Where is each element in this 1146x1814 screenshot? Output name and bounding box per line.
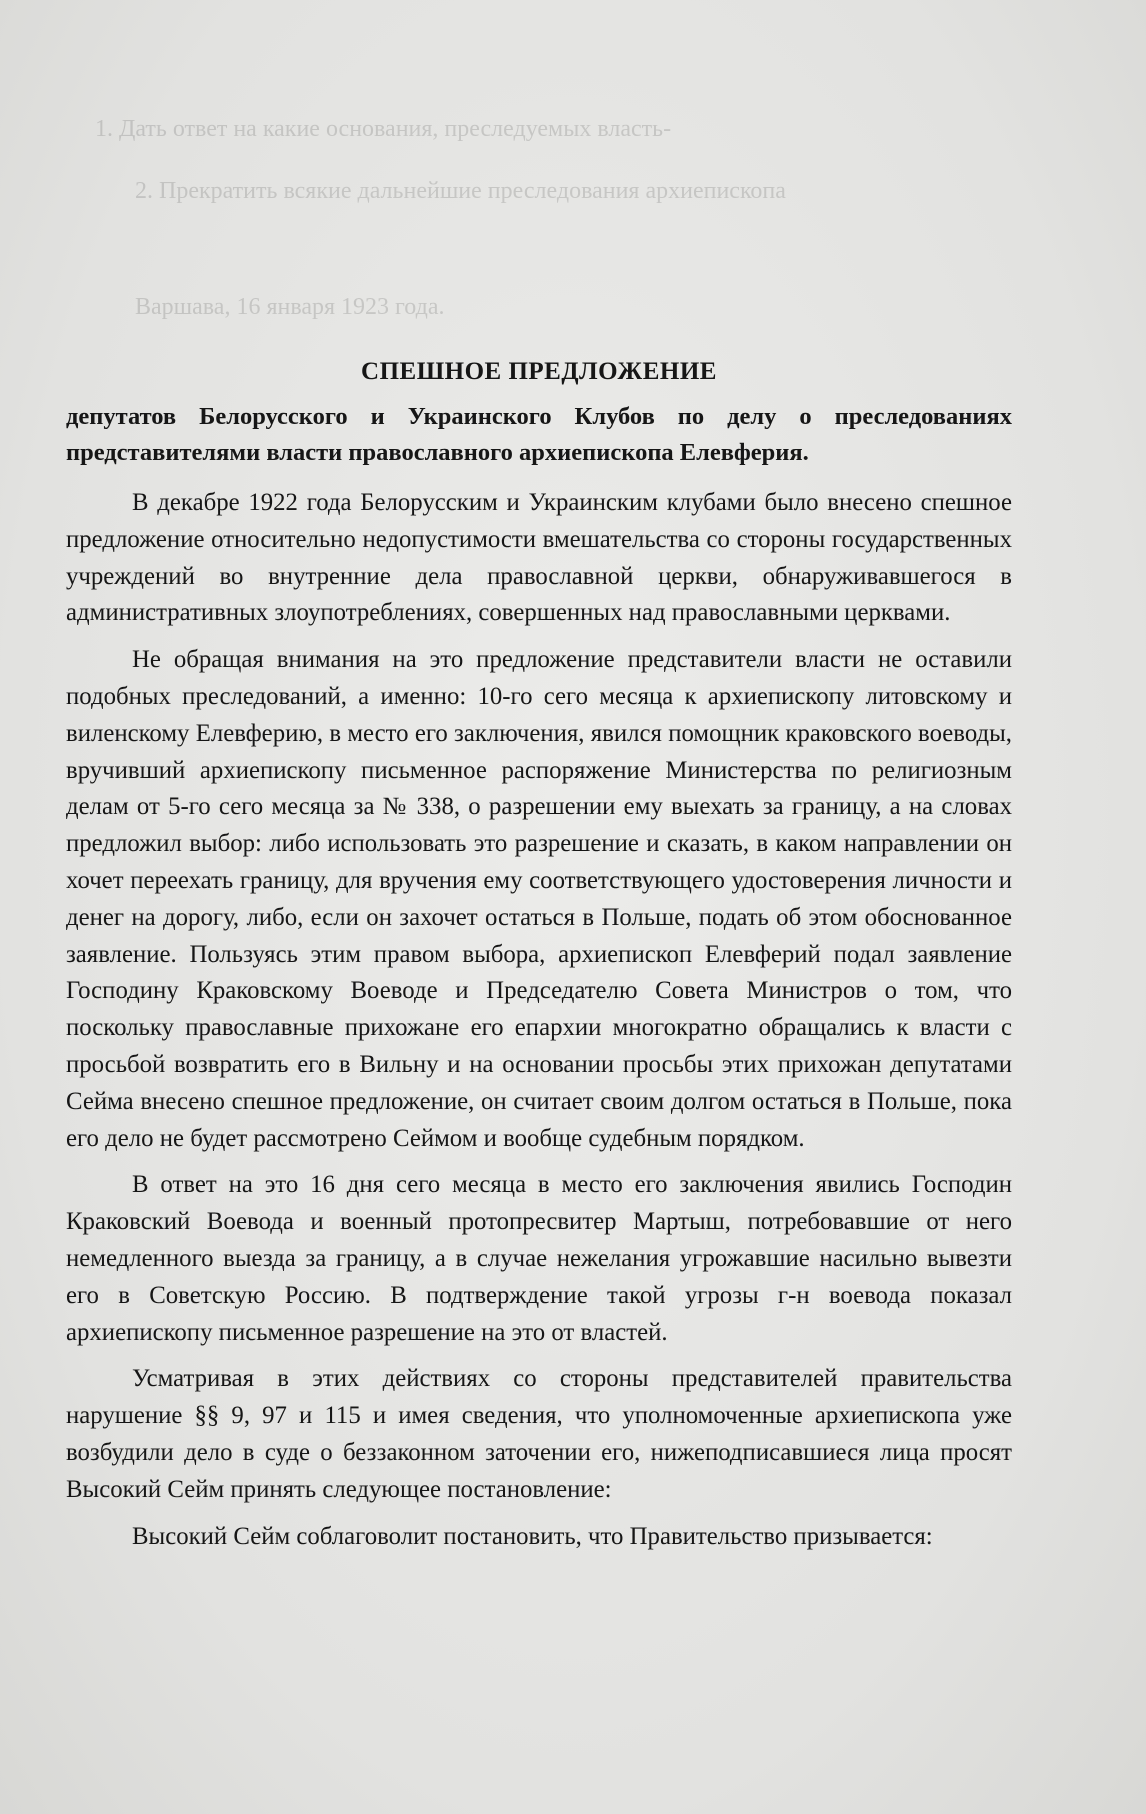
paragraph-2: Не обращая внимания на это предложение представители власти не оставили подобных преследований, а именно: 10-го сего месяца к архиепископу литовскому и виленскому Елевферию, в место его заключения, явился помощник краковского воеводы, вручивший архиепископу письменное распоряжение Министерства по религиозным делам от 5-го сего месяца за № 338, о разрешении ему выехать за границу, а на словах предложил выбор: либо использовать это разрешение и сказать, в каком направлении он хочет переехать границу, для вручения ему соответствующего удостоверения личности и денег на дорогу, либо, если он захочет остаться в Польше, подать об этом обоснованное заявление. Пользуясь этим правом выбора, архиепископ Елевферий подал заявление Господину Краковскому Воеводе и Председателю Совета Министров о том, что поскольку православные прихожане его епархии многократно обращались к власти с просьбой возвратить его в Вильну и на основании просьбы этих прихожан депутатами Сейма внесено спешное предложение, он считает своим долгом остаться в Польше, пока его дело не будет рассмотрено Сеймом и вообще судебным порядком. <box>66 646 1012 1152</box>
document-subtitle: депутатов Белорусского и Украинского Клубов по делу о преследованиях представителями власти православного архиепископа Елевферия. <box>66 403 1012 466</box>
bleed-line-1: 1. Дать ответ на какие основания, преследуемых власть- <box>95 116 672 142</box>
paragraph-5: Высокий Сейм соблаговолит постановить, что Правительство призывается: <box>132 1522 933 1550</box>
document-title: СПЕШНОЕ ПРЕДЛОЖЕНИЕ <box>361 358 717 385</box>
paragraph-4: Усматривая в этих действиях со стороны представителей правительства нарушение §§ 9, 97 и 115 и имея сведения, что уполномоченные архиепископа уже возбудили дело в суде о беззаконном заточении его, нижеподписавшиеся лица просят Высокий Сейм принять следующее постановление: <box>66 1365 1012 1503</box>
bleed-line-2: 2. Прекратить всякие дальнейшие преследования архиепископа <box>135 178 786 204</box>
document-body <box>66 355 1012 1565</box>
paragraph-3: В ответ на это 16 дня сего месяца в место его заключения явились Господин Краковский Воевода и военный протопресвитер Мартыш, потребовавшие от него немедленного выезда за границу, а в случае нежелания угрожавшие насильно вывезти его в Советскую Россию. В подтверждение такой угрозы г-н воевода показал архиепископу письменное разрешение на это от властей. <box>66 1171 1012 1346</box>
paragraph-1: В декабре 1922 года Белорусским и Украинским клубами было внесено спешное предложение относительно недопустимости вмешательства со стороны государственных учреждений во внутренние дела православной церкви, обнаруживавшегося в административных злоупотреблениях, совершенных над православными церквами. <box>66 489 1012 627</box>
bleed-through-text <box>95 110 1025 326</box>
bleed-line-3: Варшава, 16 января 1923 года. <box>135 294 445 320</box>
